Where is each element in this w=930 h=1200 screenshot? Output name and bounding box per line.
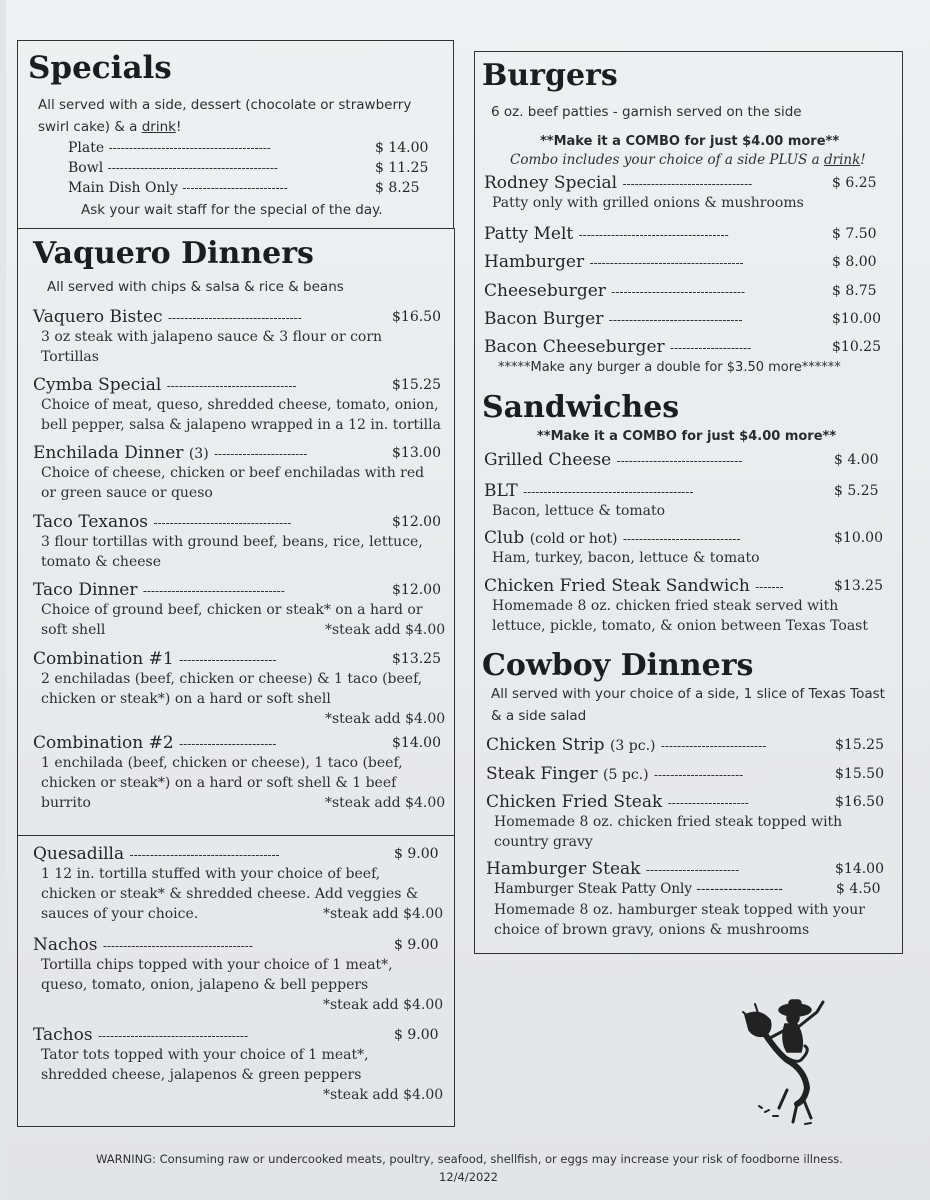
vaquero-item-desc: Choice of meat, queso, shredded cheese, tomato, onion,: [41, 397, 439, 413]
sandwich-item-dots: -------: [755, 580, 784, 594]
sandwich-item-dots: -----------------------------: [622, 532, 741, 546]
burgers-combo: **Make it a COMBO for just $4.00 more**: [540, 134, 840, 149]
sandwich-item-qty: (cold or hot): [529, 531, 618, 547]
cowboy-item-name: [486, 792, 749, 812]
vaquero-item-price: $14.00: [392, 735, 441, 751]
sandwich-item-desc: lettuce, pickle, tomato, & onion between Texas Toast: [492, 618, 868, 634]
sandwich-item-desc: Bacon, lettuce & tomato: [492, 503, 666, 519]
vaquero-item-dots: --------------------------------: [166, 379, 297, 393]
vaquero-item-name: [33, 649, 276, 669]
hamburger-steak-desc-1: Homemade 8 oz. hamburger steak topped with your: [494, 902, 865, 918]
sandwich-item-name: [484, 576, 784, 596]
sandwich-item-price: $10.00: [834, 530, 883, 546]
specials-item-price: $ 11.25: [375, 160, 429, 176]
cowboy-item-dots: ----------------------: [654, 768, 744, 782]
burger-item-price: $ 6.25: [832, 175, 877, 191]
burger-item-price: $ 8.00: [832, 254, 877, 270]
burger-item-name: [484, 224, 729, 244]
cowboy-item-qty: (3 pc.): [609, 738, 656, 754]
cowboy-item-label: Steak Finger: [486, 764, 598, 784]
sandwich-item-price: $ 5.25: [834, 483, 879, 499]
burger-item-dots: --------------------------------------: [589, 256, 744, 270]
lower-item-name: [33, 1025, 248, 1045]
vaquero-item-label: Vaquero Bistec: [33, 307, 163, 327]
vaquero-item-note: *steak add $4.00: [325, 622, 446, 638]
vaquero-item-name: [33, 307, 302, 327]
burger-item-name: [484, 309, 743, 329]
cowboy-item-desc: Homemade 8 oz. chicken fried steak topped with: [494, 814, 843, 830]
lower-item-price: $ 9.00: [394, 846, 439, 862]
vaquero-item-desc: Tortillas: [41, 349, 99, 365]
sandwich-item-label: Chicken Fried Steak Sandwich: [484, 576, 750, 596]
vaquero-subtitle: All served with chips & salsa & rice & beans: [47, 279, 344, 295]
cowboy-subtitle-2: & a side salad: [491, 708, 587, 724]
specials-item-label: Plate: [68, 140, 105, 156]
vaquero-item-name: [33, 443, 307, 463]
lower-item-desc: shredded cheese, jalapenos & green peppers: [41, 1067, 362, 1083]
burgers-double-note: *****Make any burger a double for $3.50 more******: [498, 360, 841, 375]
bucking-bronco-cowboy-icon: [735, 990, 845, 1130]
vaquero-item-name: [33, 512, 291, 532]
cowboy-item-dots: --------------------------: [660, 739, 767, 753]
specials-desc-2: swirl cake) & a drink!: [38, 119, 182, 135]
lower-item-note: *steak add $4.00: [323, 997, 444, 1013]
vaquero-item-dots: ---------------------------------: [167, 311, 302, 325]
sandwich-item-price: $ 4.00: [834, 452, 879, 468]
burger-item-dots: ---------------------------------: [611, 285, 746, 299]
burger-item-name: [484, 281, 745, 301]
vaquero-item-desc: tomato & cheese: [41, 554, 161, 570]
vaquero-item-desc: Choice of cheese, chicken or beef enchiladas with red: [41, 465, 425, 481]
specials-item-dots: ------------------------------------------: [107, 161, 278, 175]
footer-date: 12/4/2022: [439, 1170, 498, 1184]
lower-item-label: Nachos: [33, 935, 98, 955]
burger-item-dots: --------------------: [670, 341, 752, 355]
vaquero-item-desc: 3 oz steak with jalapeno sauce & 3 flour or corn: [41, 329, 383, 345]
lower-item-desc: Tator tots topped with your choice of 1 meat*,: [41, 1047, 369, 1063]
cowboy-title: Cowboy Dinners: [482, 648, 754, 683]
burger-item-name: [484, 337, 751, 357]
specials-item-price: $ 14.00: [375, 140, 429, 156]
lower-item-name: [33, 844, 280, 864]
cowboy-item-price: $14.00: [835, 861, 884, 877]
lower-item-label: Quesadilla: [33, 844, 125, 864]
vaquero-item-label: Taco Texanos: [33, 512, 149, 532]
lower-item-desc: queso, tomato, onion, jalapeno & bell peppers: [41, 977, 369, 993]
specials-item-name: [68, 160, 278, 176]
patty-only-name: Hamburger Steak Patty Only -------------------: [494, 881, 783, 897]
vaquero-item-name: [33, 375, 296, 395]
burger-item-desc: Patty only with grilled onions & mushrooms: [492, 195, 804, 211]
cowboy-item-qty: (5 pc.): [603, 767, 649, 783]
vaquero-item-desc: Choice of ground beef, chicken or steak* on a hard or: [41, 602, 423, 618]
cowboy-item-name: [486, 859, 739, 879]
sandwich-item-label: BLT: [484, 481, 518, 501]
vaquero-item-price: $15.25: [392, 377, 441, 393]
sandwich-item-desc: Homemade 8 oz. chicken fried steak served with: [492, 598, 839, 614]
burger-item-dots: ---------------------------------: [608, 313, 743, 327]
lower-item-desc: Tortilla chips topped with your choice of 1 meat*,: [41, 957, 393, 973]
vaquero-item-label: Combination #1: [33, 649, 174, 669]
vaquero-item-desc: chicken or steak*) on a hard or soft shell & 1 beef: [41, 775, 397, 791]
vaquero-item-note: *steak add $4.00: [325, 711, 446, 727]
vaquero-item-dots: -----------------------: [214, 447, 308, 461]
vaquero-item-desc: soft shell: [41, 622, 106, 638]
specials-item-label: Bowl: [68, 160, 104, 176]
lower-item-price: $ 9.00: [394, 1027, 439, 1043]
vaquero-item-name: [33, 580, 285, 600]
cowboy-item-dots: --------------------: [667, 796, 749, 810]
vaquero-item-desc: burrito: [41, 795, 91, 811]
lower-item-desc: chicken or steak* & shredded cheese. Add veggies &: [41, 886, 419, 902]
sandwich-item-price: $13.25: [834, 578, 883, 594]
sandwiches-title: Sandwiches: [482, 390, 680, 425]
vaquero-title: Vaquero Dinners: [33, 236, 314, 271]
vaquero-item-dots: -----------------------------------: [142, 584, 285, 598]
sandwich-item-dots: -------------------------------: [616, 454, 743, 468]
burger-item-label: Hamburger: [484, 252, 585, 272]
specials-title: Specials: [28, 50, 172, 86]
burger-item-price: $10.25: [832, 339, 881, 355]
lower-item-dots: -------------------------------------: [102, 939, 253, 953]
vaquero-item-qty: (3): [188, 446, 209, 462]
vaquero-item-name: [33, 733, 276, 753]
cowboy-item-name: [486, 764, 743, 784]
vaquero-item-price: $12.00: [392, 514, 441, 530]
burger-item-name: [484, 173, 752, 193]
vaquero-item-desc: or green sauce or queso: [41, 485, 213, 501]
hamburger-steak-desc-2: choice of brown gravy, onions & mushrooms: [494, 922, 810, 938]
burgers-subtitle: 6 oz. beef patties - garnish served on the side: [491, 104, 802, 120]
patty-only-price: $ 4.50: [836, 881, 881, 897]
vaquero-item-dots: ------------------------: [179, 653, 277, 667]
specials-item-label: Main Dish Only: [68, 180, 178, 196]
vaquero-item-label: Cymba Special: [33, 375, 162, 395]
cowboy-item-price: $15.25: [835, 737, 884, 753]
burger-item-price: $ 7.50: [832, 226, 877, 242]
specials-item-dots: ----------------------------------------: [108, 141, 271, 155]
cowboy-subtitle-1: All served with your choice of a side, 1 slice of Texas Toast: [491, 686, 885, 702]
vaquero-item-label: Enchilada Dinner: [33, 443, 184, 463]
specials-item-dots: --------------------------: [182, 181, 288, 195]
specials-item-price: $ 8.25: [375, 180, 420, 196]
specials-desc-1: All served with a side, dessert (chocolate or strawberry: [38, 97, 412, 113]
sandwich-item-dots: ------------------------------------------: [523, 485, 694, 499]
burgers-combo-note: Combo includes your choice of a side PLUS a drink!: [510, 152, 866, 168]
specials-item-name: [68, 140, 271, 156]
vaquero-item-price: $13.00: [392, 445, 441, 461]
vaquero-item-price: $16.50: [392, 309, 441, 325]
sandwich-item-label: Grilled Cheese: [484, 450, 612, 470]
vaquero-item-label: Taco Dinner: [33, 580, 138, 600]
burger-item-dots: -------------------------------------: [578, 228, 729, 242]
sandwich-item-name: [484, 450, 742, 470]
burger-item-label: Bacon Cheeseburger: [484, 337, 665, 357]
vaquero-item-desc: bell pepper, salsa & jalapeno wrapped in a 12 in. tortilla: [41, 417, 441, 433]
vaquero-item-note: *steak add $4.00: [325, 795, 446, 811]
cowboy-item-price: $15.50: [835, 766, 884, 782]
lower-item-note: *steak add $4.00: [323, 906, 444, 922]
vaquero-item-desc: 1 enchilada (beef, chicken or cheese), 1 taco (beef,: [41, 755, 403, 771]
specials-note: Ask your wait staff for the special of the day.: [81, 202, 383, 218]
specials-item-name: [68, 180, 288, 196]
burger-item-label: Bacon Burger: [484, 309, 604, 329]
lower-item-dots: -------------------------------------: [98, 1029, 249, 1043]
vaquero-item-dots: ------------------------: [179, 737, 277, 751]
burger-item-label: Patty Melt: [484, 224, 574, 244]
sandwiches-combo: **Make it a COMBO for just $4.00 more**: [537, 429, 837, 444]
lower-item-price: $ 9.00: [394, 937, 439, 953]
vaquero-item-desc: 3 flour tortillas with ground beef, beans, rice, lettuce,: [41, 534, 423, 550]
vaquero-item-label: Combination #2: [33, 733, 174, 753]
burger-item-name: [484, 252, 744, 272]
vaquero-item-dots: ----------------------------------: [153, 516, 292, 530]
sandwich-item-desc: Ham, turkey, bacon, lettuce & tomato: [492, 550, 760, 566]
burger-item-dots: --------------------------------: [622, 177, 753, 191]
lower-item-desc: sauces of your choice.: [41, 906, 199, 922]
cowboy-item-price: $16.50: [835, 794, 884, 810]
footer-warning: WARNING: Consuming raw or undercooked meats, poultry, seafood, shellfish, or eggs may increase your risk of foodborne illness.: [96, 1152, 843, 1166]
lower-item-note: *steak add $4.00: [323, 1087, 444, 1103]
cowboy-item-label: Chicken Fried Steak: [486, 792, 663, 812]
cowboy-item-desc: country gravy: [494, 834, 593, 850]
vaquero-item-price: $12.00: [392, 582, 441, 598]
sandwich-item-label: Club: [484, 528, 525, 548]
vaquero-item-desc: chicken or steak*) on a hard or soft shell: [41, 691, 331, 707]
sandwich-item-name: [484, 481, 693, 501]
cowboy-item-dots: -----------------------: [645, 863, 740, 877]
vaquero-item-price: $13.25: [392, 651, 441, 667]
lower-item-name: [33, 935, 253, 955]
sandwich-item-name: [484, 528, 740, 548]
vaquero-item-desc: 2 enchiladas (beef, chicken or cheese) & 1 taco (beef,: [41, 671, 423, 687]
burger-item-price: $10.00: [832, 311, 881, 327]
cowboy-item-name: [486, 735, 766, 755]
cowboy-item-label: Chicken Strip: [486, 735, 605, 755]
cowboy-item-label: Hamburger Steak: [486, 859, 641, 879]
burger-item-label: Rodney Special: [484, 173, 618, 193]
burgers-title: Burgers: [482, 58, 618, 93]
lower-item-dots: -------------------------------------: [129, 848, 280, 862]
lower-item-label: Tachos: [33, 1025, 93, 1045]
lower-item-desc: 1 12 in. tortilla stuffed with your choice of beef,: [41, 866, 381, 882]
burger-item-price: $ 8.75: [832, 283, 877, 299]
burger-item-label: Cheeseburger: [484, 281, 606, 301]
